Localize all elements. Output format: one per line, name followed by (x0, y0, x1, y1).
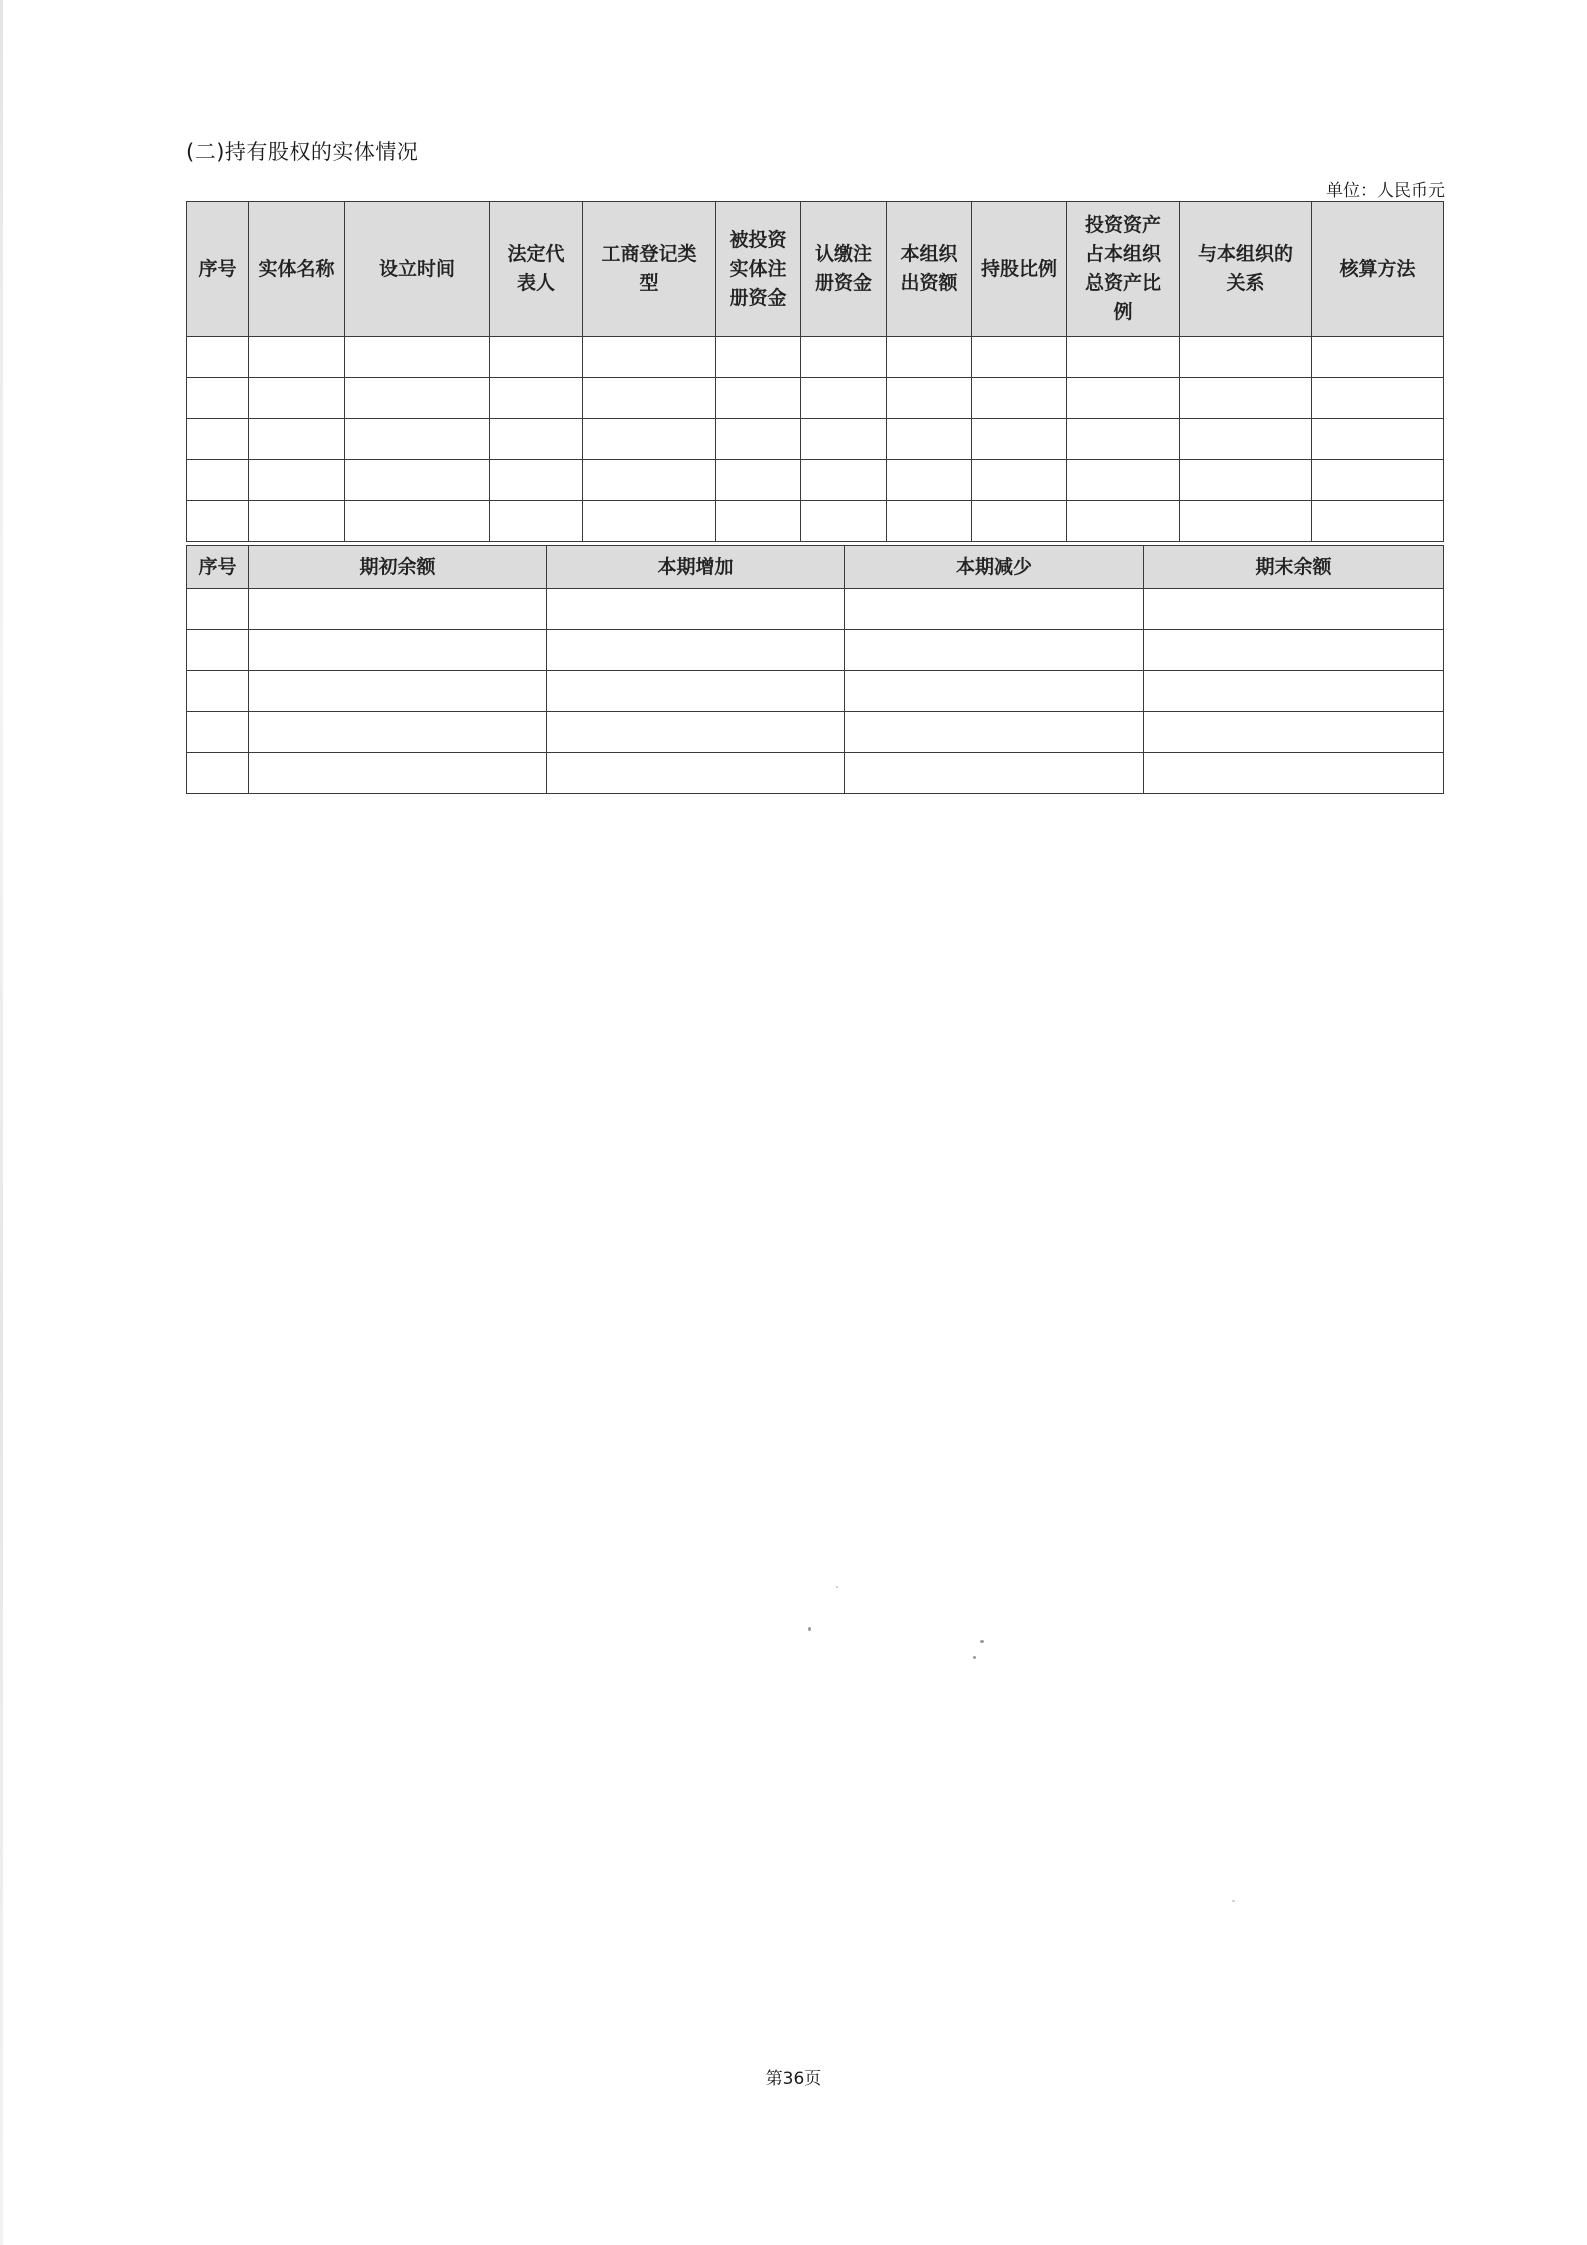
equity-entity-table (186, 201, 1444, 542)
col-header-serial: 序号 (187, 546, 249, 589)
col-header-period-decrease: 本期减少 (845, 546, 1144, 589)
unit-label: 单位：人民币元 (1326, 181, 1445, 201)
table-row (187, 460, 1444, 501)
col-header-subscribed-capital: 认缴注册资金 (801, 202, 887, 337)
col-header-closing-balance: 期末余额 (1144, 546, 1444, 589)
col-header-established-date: 设立时间 (345, 202, 490, 337)
col-header-serial: 序号 (187, 202, 249, 337)
col-header-accounting-method: 核算方法 (1312, 202, 1444, 337)
table-header-row (187, 202, 1444, 337)
scan-edge (0, 0, 3, 2245)
col-header-period-increase: 本期增加 (547, 546, 845, 589)
table-row (187, 501, 1444, 542)
table-row (187, 419, 1444, 460)
page-number: 第36页 (765, 2069, 822, 2089)
table-row (187, 671, 1444, 712)
balance-table (186, 545, 1444, 794)
col-header-entity-name: 实体名称 (249, 202, 345, 337)
col-header-registration-type: 工商登记类型 (583, 202, 716, 337)
scan-speck (973, 1656, 976, 1659)
scan-speck (1232, 1900, 1235, 1902)
table-row (187, 753, 1444, 794)
section-title: (二)持有股权的实体情况 (186, 140, 419, 164)
scan-speck (980, 1640, 984, 1643)
table-row (187, 712, 1444, 753)
col-header-asset-ratio: 投资资产占本组织总资产比例 (1067, 202, 1180, 337)
scan-speck (836, 1586, 838, 1588)
table-row (187, 378, 1444, 419)
table-header-row (187, 546, 1444, 589)
col-header-shareholding-ratio: 持股比例 (972, 202, 1067, 337)
col-header-legal-representative: 法定代表人 (490, 202, 583, 337)
table-row (187, 630, 1444, 671)
col-header-relationship: 与本组织的关系 (1180, 202, 1312, 337)
col-header-opening-balance: 期初余额 (249, 546, 547, 589)
table-row (187, 589, 1444, 630)
scan-speck (808, 1627, 811, 1631)
col-header-investee-registered-capital: 被投资实体注册资金 (716, 202, 801, 337)
col-header-contribution-amount: 本组织出资额 (887, 202, 972, 337)
table-row (187, 337, 1444, 378)
